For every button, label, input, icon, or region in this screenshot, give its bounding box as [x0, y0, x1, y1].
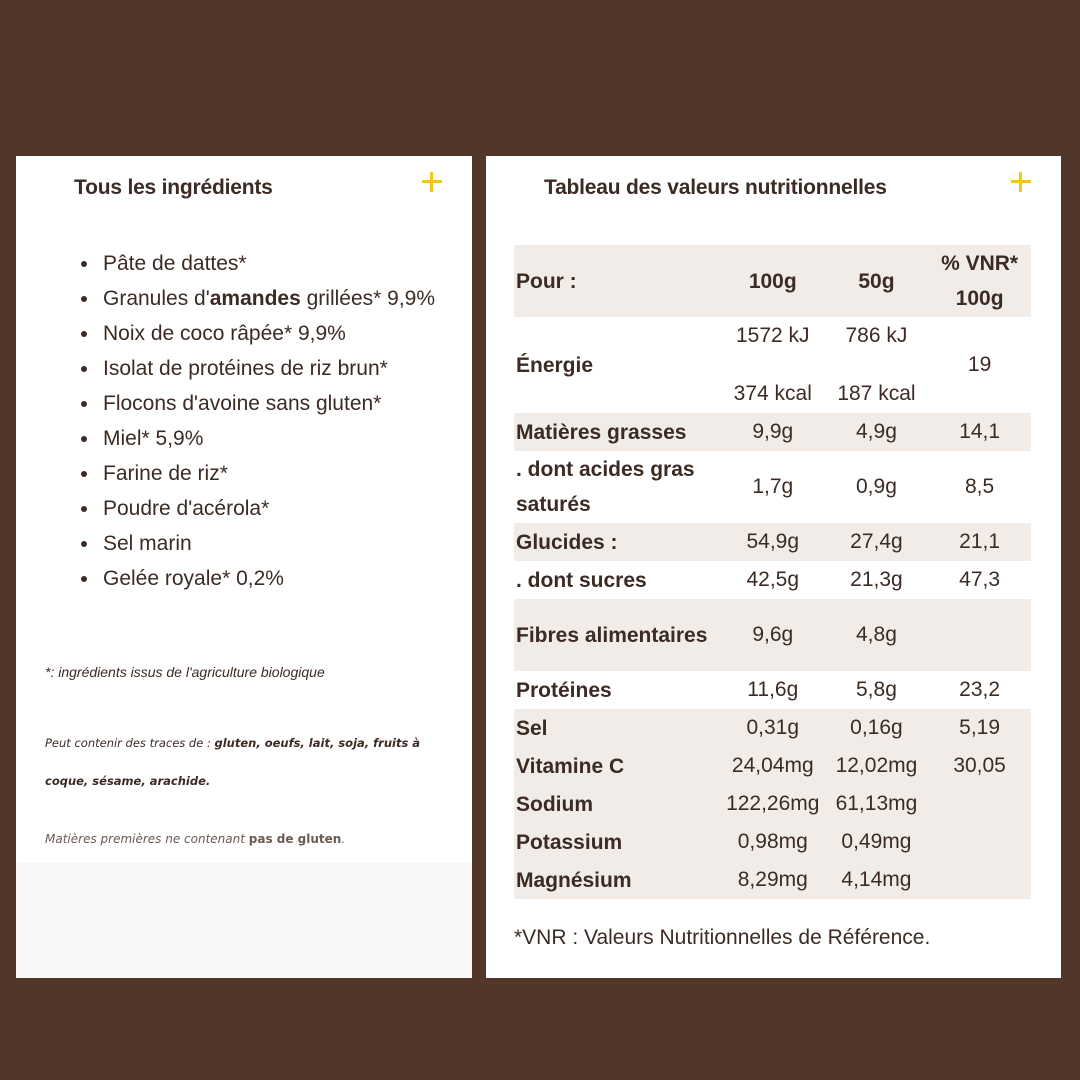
ingredient-item: Noix de coco râpée* 9,9% [78, 316, 438, 351]
header-50g: 50g [858, 269, 895, 293]
table-row [514, 413, 1031, 451]
value-100g: 54,9g [746, 530, 800, 553]
value-100g: 9,6g [752, 623, 794, 646]
value-50g: 5,8g [856, 678, 897, 701]
value-vnr: 8,5 [965, 475, 995, 498]
organic-note: *: ingrédients issus de l'agriculture biologique [45, 664, 325, 680]
expand-plus-icon[interactable] [420, 170, 444, 194]
value-50g: 0,9g [856, 475, 897, 498]
table-row [514, 861, 1031, 899]
nutrient-label: Potassium [516, 830, 623, 854]
value-50g: 0,49mg [841, 830, 912, 853]
header-label: Pour : [516, 269, 577, 293]
ingredient-item: Pâte de dattes* [78, 246, 438, 281]
vnr-footnote: *VNR : Valeurs Nutritionnelles de Référence. [514, 926, 931, 949]
nutrition-header[interactable] [486, 156, 1061, 222]
ingredients-title: Tous les ingrédients [74, 176, 273, 199]
nutrition-panel [486, 156, 1061, 978]
table-header-row [514, 245, 1031, 317]
value-vnr [928, 599, 1031, 671]
value-100g: 42,5g [746, 568, 800, 591]
value-vnr: 47,3 [959, 568, 1001, 591]
nutrient-label: Fibres alimentaires [516, 623, 708, 647]
nutrition-title: Tableau des valeurs nutritionnelles [544, 176, 887, 199]
value-vnr: 14,1 [959, 420, 1001, 443]
ingredient-item: Isolat de protéines de riz brun* [78, 351, 438, 386]
ingredient-highlight: amandes [209, 287, 301, 310]
value-50g: 4,8g [856, 623, 897, 646]
value-50g: 4,9g [856, 420, 897, 443]
table-row [514, 561, 1031, 599]
nutrient-label: Sel [516, 716, 548, 740]
value-100g: 9,9g [752, 420, 794, 443]
value-vnr [928, 861, 1031, 899]
ingredient-text: Granules d' [103, 287, 210, 310]
value-50g: 0,16g [850, 716, 903, 739]
panel-footer-area [16, 863, 472, 978]
allergen-traces-prefix: Peut contenir des traces de : [45, 736, 215, 750]
value-100g: 0,31g [746, 716, 800, 739]
gluten-note-prefix: Matières premières ne contenant [45, 832, 249, 846]
allergen-traces-note [45, 724, 445, 800]
value-50g: 4,14mg [841, 868, 912, 891]
value-vnr: 23,2 [959, 678, 1001, 701]
nutrient-label: Matières grasses [516, 420, 687, 444]
energy-100g [721, 317, 825, 413]
ingredient-item [78, 281, 438, 316]
table-row [514, 747, 1031, 785]
nutrient-label: Glucides : [516, 530, 618, 554]
energy-label: Énergie [516, 353, 594, 377]
value-vnr: 30,05 [953, 754, 1006, 777]
table-row [514, 823, 1031, 861]
header-100g: 100g [748, 269, 797, 293]
value-50g: 21,3g [850, 568, 903, 591]
value-100g: 1,7g [752, 475, 794, 498]
energy-kcal-100g: 374 kcal [733, 382, 812, 405]
nutrient-label: . dont acides gras saturés [516, 458, 695, 516]
table-row [514, 709, 1031, 747]
ingredient-item: Gelée royale* 0,2% [78, 561, 438, 596]
energy-kj-50g: 786 kJ [845, 324, 908, 347]
value-vnr: 21,1 [959, 530, 1001, 553]
allergen-traces-list: gluten, oeufs, lait, soja, fruits à coque, sésame, arachide. [45, 736, 421, 788]
nutrient-label: Protéines [516, 678, 612, 702]
energy-vnr: 19 [967, 353, 992, 376]
energy-row [514, 317, 1031, 413]
table-row [514, 451, 1031, 523]
ingredient-text: grillées* 9,9% [300, 287, 436, 310]
gluten-note [45, 832, 445, 846]
gluten-note-suffix: . [341, 832, 346, 846]
ingredients-header[interactable] [16, 156, 472, 222]
ingredient-item: Miel* 5,9% [78, 421, 438, 456]
value-100g: 8,29mg [737, 868, 808, 891]
ingredient-item: Flocons d'avoine sans gluten* [78, 386, 438, 421]
expand-plus-icon[interactable] [1009, 170, 1033, 194]
ingredient-item: Sel marin [78, 526, 438, 561]
value-100g: 11,6g [747, 678, 799, 701]
nutrient-label: Sodium [516, 792, 593, 816]
value-100g: 0,98mg [737, 830, 808, 853]
ingredient-item: Farine de riz* [78, 456, 438, 491]
value-50g: 12,02mg [835, 754, 918, 777]
ingredients-list [78, 246, 438, 596]
value-50g: 61,13mg [835, 792, 918, 815]
energy-kj-100g: 1572 kJ [735, 324, 810, 347]
ingredient-item: Poudre d'acérola* [78, 491, 438, 526]
energy-50g [825, 317, 929, 413]
table-row [514, 523, 1031, 561]
value-vnr [928, 785, 1031, 823]
ingredients-panel [16, 156, 472, 978]
value-vnr [928, 823, 1031, 861]
value-100g: 24,04mg [731, 754, 814, 777]
nutrient-label: Magnésium [516, 868, 632, 892]
table-row [514, 785, 1031, 823]
header-vnr: % VNR* 100g [941, 252, 1019, 310]
table-row [514, 671, 1031, 709]
value-100g: 122,26mg [726, 792, 820, 815]
gluten-note-bold: pas de gluten [248, 832, 342, 846]
value-50g: 27,4g [850, 530, 903, 553]
nutrient-label: . dont sucres [516, 568, 647, 592]
table-row [514, 599, 1031, 671]
nutrition-table [514, 245, 1031, 899]
value-vnr: 5,19 [959, 716, 1001, 739]
nutrient-label: Vitamine C [516, 754, 625, 778]
energy-kcal-50g: 187 kcal [837, 382, 916, 405]
